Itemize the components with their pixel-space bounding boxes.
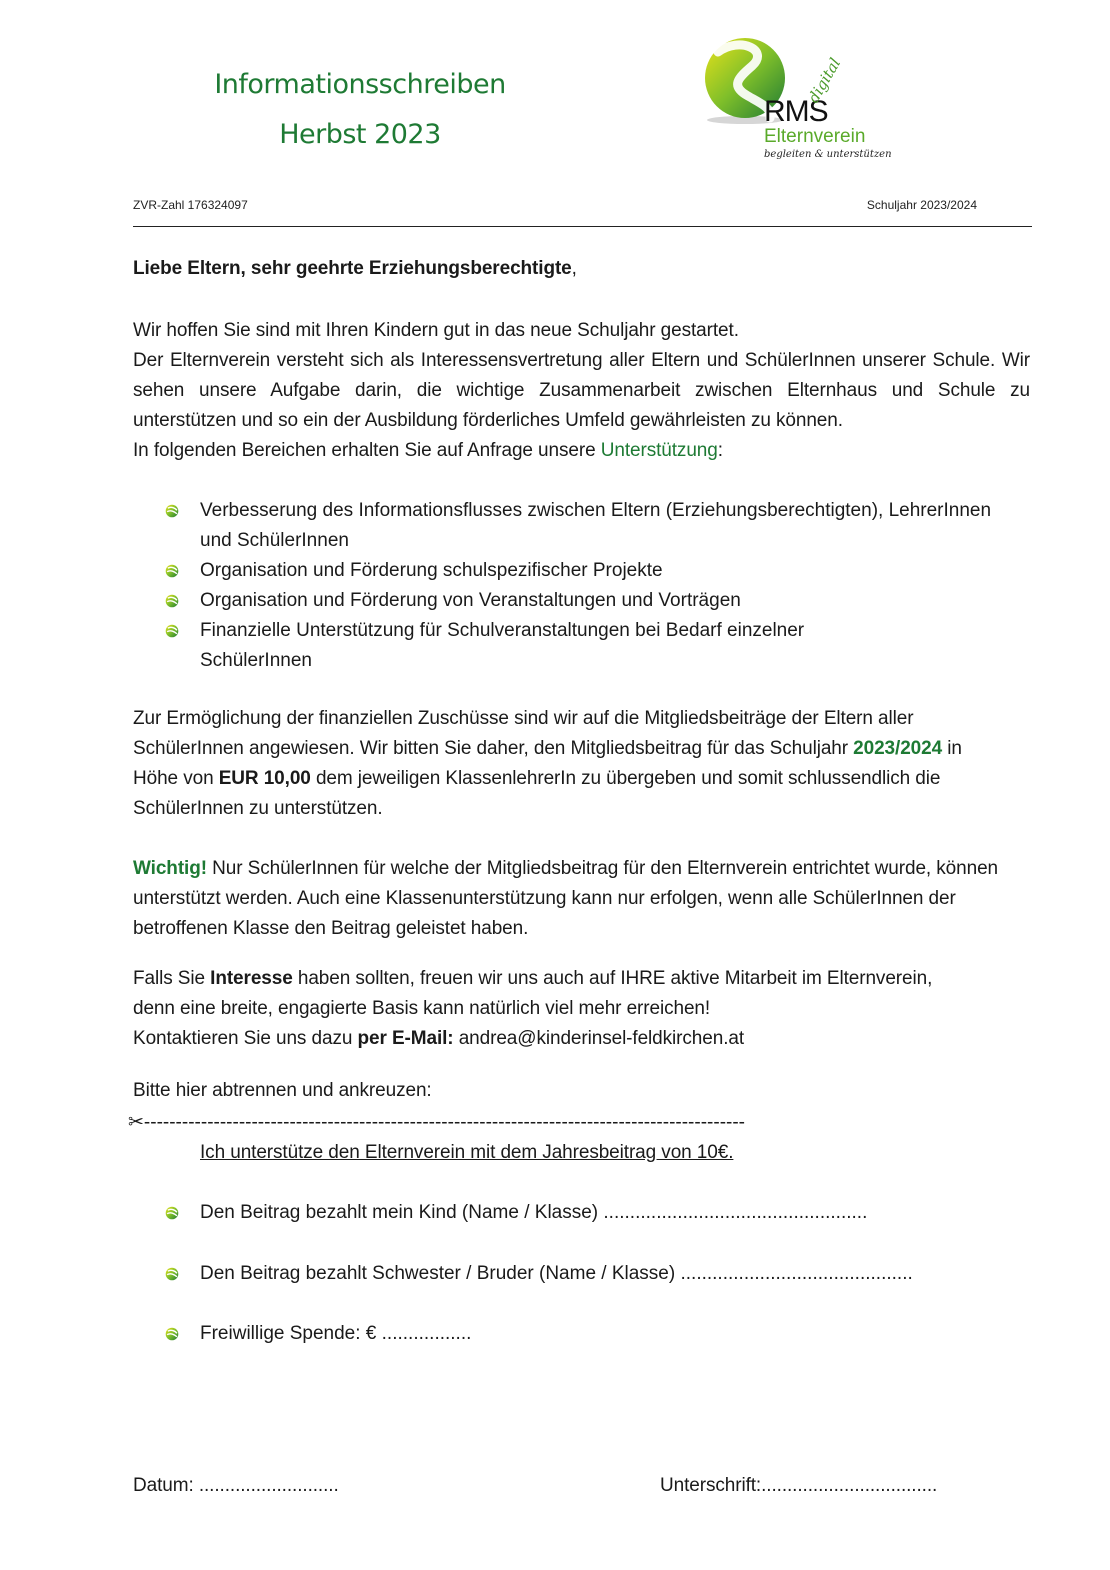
fee-text-2: in Höhe von — [133, 738, 962, 789]
support-list — [165, 496, 1025, 676]
document-title — [190, 60, 530, 160]
bullet-ball-icon — [165, 504, 179, 518]
zvr-number: ZVR-Zahl 176324097 — [133, 198, 248, 212]
interest-paragraph — [133, 964, 963, 1054]
school-year: Schuljahr 2023/2024 — [866, 198, 977, 212]
form-item-text: Den Beitrag bezahlt mein Kind (Name / Klasse) .................................................. — [200, 1202, 868, 1223]
intro-paragraph — [133, 316, 1030, 466]
contact-text: Kontaktieren Sie uns dazu — [133, 1028, 358, 1049]
logo-tagline: begleiten & unterstützen — [764, 149, 892, 160]
important-paragraph — [133, 854, 1013, 944]
form-item-text: Freiwillige Spende: € ................. — [200, 1323, 472, 1344]
list-item-text: Organisation und Förderung schulspezifischer Projekte — [200, 560, 663, 581]
bullet-ball-icon — [165, 1267, 179, 1281]
salutation — [133, 254, 1030, 284]
interest-text-1: Falls Sie — [133, 968, 211, 989]
form-item-sibling[interactable] — [165, 1259, 913, 1289]
contact-email[interactable]: andrea@kinderinsel-feldkirchen.at — [453, 1028, 745, 1049]
cut-dashes: ----------------------------------------------------------------------------------------------- — [143, 1112, 746, 1133]
fee-text-1: Zur Ermöglichung der finanziellen Zuschüsse sind wir auf die Mitgliedsbeiträge der Eltern aller SchülerInnen angewiesen. Wir bitten Sie daher, den Mitgliedsbeitrag für das Schuljahr — [133, 708, 914, 759]
list-item-text: Organisation und Förderung von Veranstaltungen und Vorträgen — [200, 590, 741, 611]
interest-bold: Interesse — [210, 968, 293, 989]
logo-org-text: Elternverein — [764, 126, 866, 147]
support-intro — [133, 436, 1030, 466]
list-item — [165, 616, 920, 676]
form-headline: Ich unterstütze den Elternverein mit dem Jahresbeitrag von 10€. — [200, 1142, 734, 1163]
cut-instruction: Bitte hier abtrennen und ankreuzen: — [133, 1080, 432, 1101]
intro-line-2: Der Elternverein versteht sich als Interessensvertretung aller Eltern und SchülerInnen unserer Schule. Wir sehen unsere Aufgabe darin, die wichtige Zusammenarbeit zwischen Elternhaus und Schule zu unterstützen und so ein der Ausbildung förderliches Umfeld gewährleisten zu können. — [133, 350, 1030, 431]
list-item-text: Finanzielle Unterstützung für Schulveranstaltungen bei Bedarf einzelner SchülerInnen — [200, 620, 805, 671]
interest-text-2: haben sollten, freuen wir uns auch auf IHRE aktive Mitarbeit im Elternverein, denn eine breite, engagierte Basis kann natürlich viel mehr erreichen! — [133, 968, 933, 1019]
support-highlight: Unterstützung — [600, 440, 718, 461]
title-line-2: Herbst 2023 — [279, 119, 441, 150]
contact-bold: per E-Mail: — [357, 1028, 454, 1049]
title-line-1: Informationsschreiben — [214, 69, 506, 100]
form-item-text: Den Beitrag bezahlt Schwester / Bruder (Name / Klasse) ............................................ — [200, 1263, 913, 1284]
list-item-text: Verbesserung des Informationsflusses zwischen Eltern (Erziehungsberechtigten), LehrerInnen und SchülerInnen — [200, 500, 992, 551]
important-label: Wichtig! — [133, 858, 207, 879]
bullet-ball-icon — [165, 1206, 179, 1220]
intro-line-1: Wir hoffen Sie sind mit Ihren Kindern gut in das neue Schuljahr gestartet. — [133, 320, 739, 341]
fee-paragraph — [133, 704, 1003, 824]
list-item — [165, 496, 1025, 556]
list-item — [165, 556, 1025, 586]
fee-text-3: dem jeweiligen KlassenlehrerIn zu übergeben und somit schlussendlich die SchülerInnen zu unterstützen. — [133, 768, 941, 819]
signature-field[interactable]: Unterschrift:.................................. — [660, 1475, 938, 1496]
support-intro-text: In folgenden Bereichen erhalten Sie auf Anfrage unsere — [133, 440, 601, 461]
salutation-text: Liebe Eltern, sehr geehrte Erziehungsberechtigte — [133, 258, 572, 279]
logo-digital-text: digital — [804, 54, 845, 106]
date-field[interactable]: Datum: ........................... — [133, 1475, 339, 1496]
logo-rms-text: RMS — [764, 95, 828, 128]
form-item-child[interactable] — [165, 1198, 867, 1228]
support-colon: : — [717, 440, 723, 461]
bullet-ball-icon — [165, 594, 179, 608]
form-item-donation[interactable] — [165, 1319, 471, 1349]
salutation-comma: , — [571, 258, 577, 279]
scissors-icon: ✂ — [128, 1112, 144, 1133]
header-divider — [133, 226, 1032, 227]
list-item — [165, 586, 1025, 616]
bullet-ball-icon — [165, 564, 179, 578]
bullet-ball-icon — [165, 1327, 179, 1341]
cut-line — [128, 1108, 1008, 1138]
bullet-ball-icon — [165, 624, 179, 638]
important-text: Nur SchülerInnen für welche der Mitgliedsbeitrag für den Elternverein entrichtet wurde, können unterstützt werden. Auch eine Klassenunterstützung kann nur erfolgen, wenn alle SchülerInnen der betroffenen Klasse den Beitrag geleistet haben. — [133, 858, 999, 939]
fee-year: 2023/2024 — [853, 738, 943, 759]
fee-amount: EUR 10,00 — [218, 768, 311, 789]
